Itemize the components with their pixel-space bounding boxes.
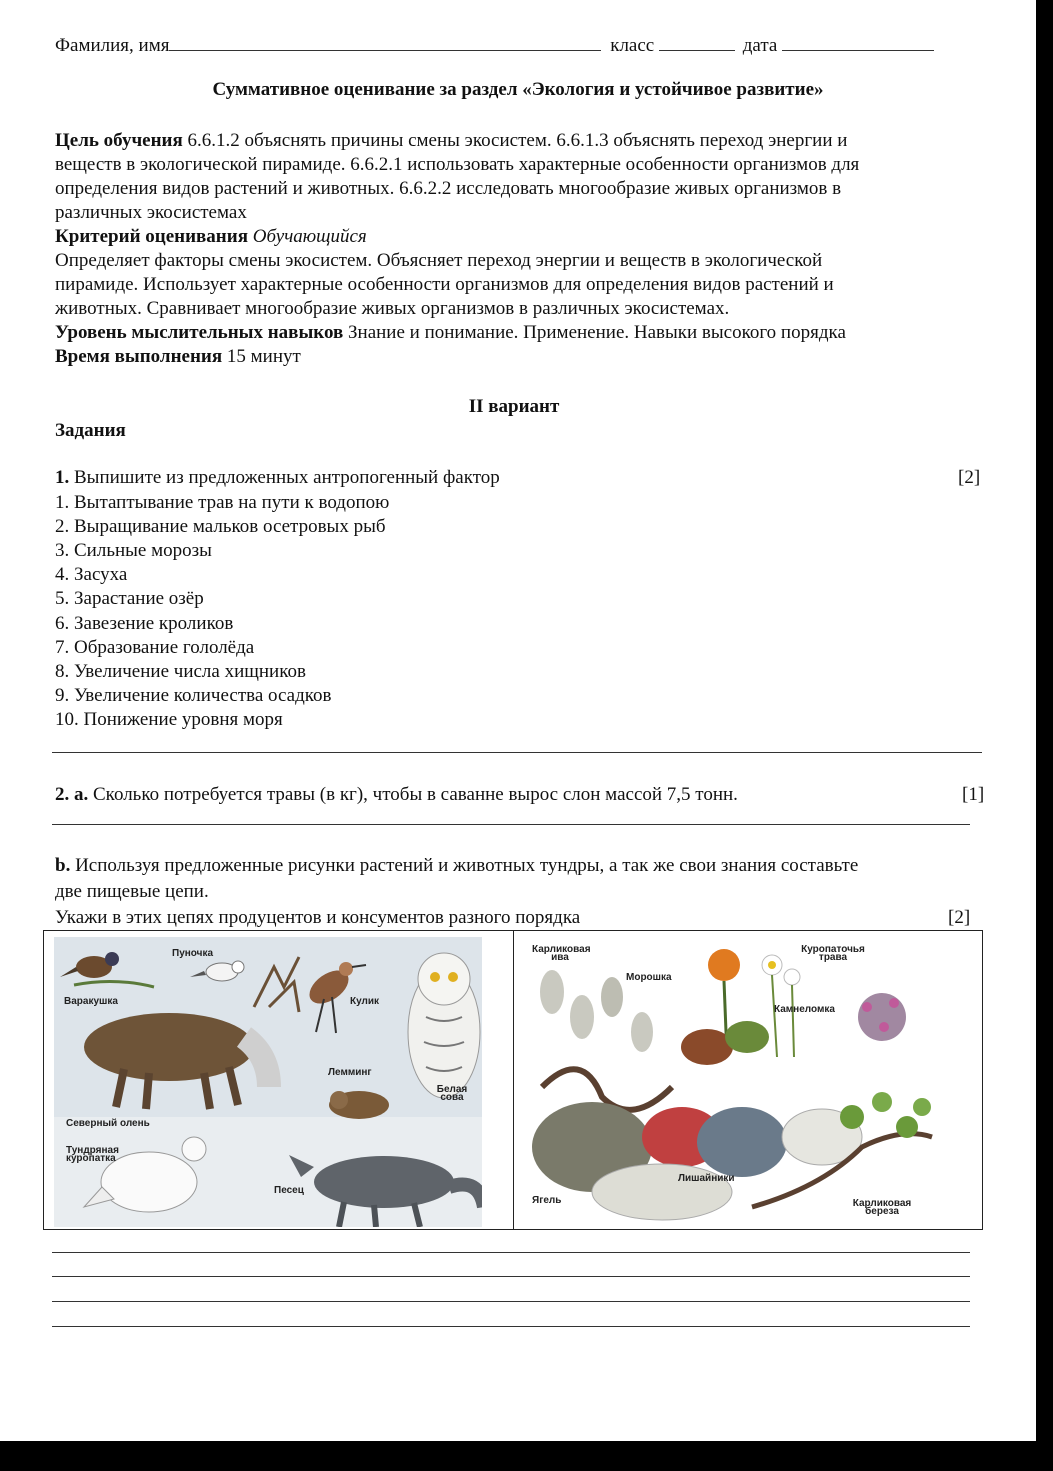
label-ptarmigan-2: куропатка <box>66 1153 116 1164</box>
skills-value: Знание и понимание. Применение. Навыки высокого порядка <box>343 322 846 343</box>
task2b-score: [2] <box>948 907 971 928</box>
surname-label: Фамилия, имя <box>55 35 170 56</box>
goal-label: Цель обучения <box>55 130 183 151</box>
goal-line-4: различных экосистемах <box>55 202 247 223</box>
task1-option-3: 3. Сильные морозы <box>55 540 212 561</box>
task1-option-4: 4. Засуха <box>55 564 128 585</box>
task1-option-9: 9. Увеличение количества осадков <box>55 685 332 706</box>
task2b-number: b. <box>55 855 71 876</box>
label-fox: Песец <box>274 1185 304 1196</box>
label-punochka: Пуночка <box>172 948 214 959</box>
label-lemming: Лемминг <box>328 1067 372 1078</box>
task2b-question-3: Укажи в этих цепях продуцентов и консументов разного порядка <box>55 907 581 928</box>
page-title: Суммативное оценивание за раздел «Экология и устойчивое развитие» <box>212 79 824 100</box>
task2b-question-1: b. Используя предложенные рисунки растений и животных тундры, а так же свои знания составьте <box>55 855 859 876</box>
task2a-question: 2. а. Сколько потребуется травы (в кг), чтобы в саванне вырос слон массой 7,5 тонн. <box>55 784 738 805</box>
date-blank[interactable] <box>782 32 934 51</box>
task2b-question-2: две пищевые цепи. <box>55 881 209 902</box>
cloudberry-icon <box>681 949 769 1065</box>
goal-line-2: веществ в экологической пирамиде. 6.6.2.1 использовать характерные особенности организмов для <box>55 154 860 175</box>
tasks-heading: Задания <box>55 420 126 441</box>
time-row <box>55 345 301 369</box>
task2a-answer-line[interactable] <box>52 824 970 825</box>
time-label: Время выполнения <box>55 346 223 367</box>
tundra-animals-panel <box>54 937 482 1227</box>
task1-score: [2] <box>958 467 981 488</box>
goal-line-3: определения видов растений и животных. 6.6.2.2 исследовать многообразие живых организмов в <box>55 178 842 199</box>
tundra-figure <box>43 930 983 1230</box>
criteria-subject: Обучающийся <box>247 226 367 247</box>
tundra-plants-panel <box>522 937 942 1223</box>
label-lichens: Лишайники <box>678 1173 735 1184</box>
lemming-icon <box>329 1091 389 1119</box>
criteria-line-2: пирамиде. Использует характерные особенности организмов для определения видов растений и <box>55 274 834 295</box>
animals-illustration <box>54 937 482 1227</box>
task1-option-2: 2. Выращивание мальков осетровых рыб <box>55 516 386 537</box>
label-ptarmigan-1: Тундряная <box>66 1145 119 1156</box>
surname-blank[interactable] <box>169 32 601 51</box>
label-birch-1: Карликовая <box>852 1198 912 1209</box>
task2b-answer-line-4[interactable] <box>52 1326 970 1327</box>
saxifrage-icon <box>858 993 906 1041</box>
variant-heading: II вариант <box>468 396 560 417</box>
task1-option-10: 10. Понижение уровня моря <box>55 709 283 730</box>
lichens-icon <box>532 1102 862 1220</box>
task1-option-8: 8. Увеличение числа хищников <box>55 661 306 682</box>
task2a-number: 2. а. <box>55 784 89 805</box>
task1-option-7: 7. Образование гололёда <box>55 637 255 658</box>
task2a-score: [1] <box>962 784 985 805</box>
header-row <box>55 32 934 58</box>
label-saxifrage: Камнеломка <box>774 1004 835 1015</box>
criteria-line-1: Определяет факторы смены экосистем. Объясняет переход энергии и веществ в экологической <box>55 250 823 271</box>
class-blank[interactable] <box>659 32 735 51</box>
skills-label: Уровень мыслительных навыков <box>55 322 344 343</box>
task1-option-1: 1. Вытаптывание трав на пути к водопою <box>55 492 390 513</box>
task2b-answer-line-3[interactable] <box>52 1301 970 1302</box>
label-willow-2: ива <box>551 952 569 963</box>
label-birch-2: береза <box>865 1206 899 1217</box>
label-willow-1: Карликовая <box>532 944 591 955</box>
snowy-owl-icon <box>408 953 480 1098</box>
figure-divider <box>513 931 514 1229</box>
date-label: дата <box>742 35 778 56</box>
goal-line-1: Цель обучения 6.6.1.2 объяснять причины смены экосистем. 6.6.1.3 объяснять переход энергии и <box>55 130 848 151</box>
task1-question: 1. Выпишите из предложенных антропогенный фактор <box>55 467 500 488</box>
criteria-heading <box>55 225 367 249</box>
label-varakushka: Варакушка <box>64 996 118 1007</box>
label-owl-2: сова <box>440 1092 464 1103</box>
skills-row <box>55 321 846 345</box>
task1-number: 1. <box>55 467 70 488</box>
time-value: 15 минут <box>222 346 301 367</box>
task2b-answer-line-1[interactable] <box>52 1252 970 1253</box>
task1-answer-line[interactable] <box>52 752 982 753</box>
label-dryas-1: Куропаточья <box>801 944 865 955</box>
label-kulik: Кулик <box>350 996 380 1007</box>
task1-option-5: 5. Зарастание озёр <box>55 588 204 609</box>
criteria-line-3: животных. Сравнивает многообразие живых организмов в различных экосистемах. <box>55 298 730 319</box>
label-cloudberry: Морошка <box>626 972 672 983</box>
task2b-answer-line-2[interactable] <box>52 1276 970 1277</box>
task1-option-6: 6. Завезение кроликов <box>55 613 234 634</box>
label-dryas-2: трава <box>818 952 848 963</box>
dwarf-willow-icon <box>540 970 672 1110</box>
label-owl-1: Белая <box>436 1084 468 1095</box>
label-reindeer-moss: Ягель <box>532 1195 562 1206</box>
label-reindeer: Северный олень <box>66 1118 150 1129</box>
criteria-label: Критерий оценивания <box>55 226 248 247</box>
class-label: класс <box>610 35 655 56</box>
